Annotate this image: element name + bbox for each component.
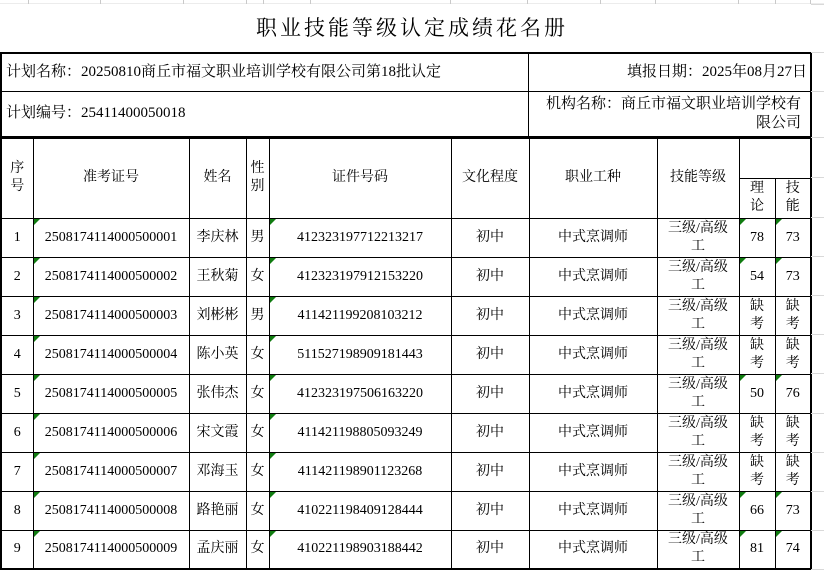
cell-skill: [775, 257, 811, 296]
cell-gender: [246, 257, 269, 296]
cell-occupation: [529, 374, 657, 413]
cell-value: 中式烹调师: [558, 541, 628, 557]
error-indicator-triangle: [270, 414, 276, 420]
cell-id-no: [269, 218, 451, 257]
cell-skill: [775, 296, 811, 335]
error-indicator-triangle: [34, 258, 40, 264]
cell-skill: [775, 452, 811, 491]
table-row: [1, 296, 811, 335]
gridline-segment: [811, 177, 824, 178]
cell-value: 73: [785, 502, 800, 518]
cell-value: 初中: [476, 268, 504, 284]
cell-value: 73: [785, 268, 800, 284]
cell-value: 412323197712213217: [297, 229, 423, 245]
cell-education: [451, 413, 529, 452]
gridline-segment: [811, 413, 824, 414]
error-indicator-triangle: [776, 375, 782, 381]
error-indicator-triangle: [34, 492, 40, 498]
cell-gender: [246, 530, 269, 569]
cell-exam-no: [33, 218, 189, 257]
cell-value: 女: [250, 463, 265, 479]
cell-education: [451, 491, 529, 530]
cell-education: [451, 335, 529, 374]
cell-value: 张伟杰: [196, 385, 239, 401]
cell-value: 三级/高级工: [668, 532, 728, 566]
cell-seq: [1, 452, 33, 491]
col-header-skill: 技能: [775, 178, 811, 218]
cell-value: 初中: [476, 346, 504, 362]
gridline-segment: [811, 52, 824, 53]
cell-value: 2508174114000500008: [44, 502, 178, 518]
plan-name-cell: 计划名称：20250810商丘市福文职业培训学校有限公司第18批认定: [1, 53, 528, 91]
cell-value: 三级/高级工: [668, 415, 728, 449]
cell-value: 陈小英: [196, 346, 239, 362]
error-indicator-triangle: [740, 375, 746, 381]
gridline-tick: [28, 0, 29, 4]
cell-gender: [246, 335, 269, 374]
col-header-theory: 理论: [739, 178, 775, 218]
cell-level: [657, 413, 739, 452]
cell-value: 511527198909181443: [297, 346, 423, 362]
gridline-segment: [811, 569, 824, 570]
cell-value: 三级/高级工: [668, 220, 728, 254]
cell-value: 2: [13, 268, 21, 284]
table-row: [1, 491, 811, 530]
gridline-tick: [450, 0, 451, 4]
gridline-segment: [811, 295, 824, 296]
cell-gender: [246, 218, 269, 257]
cell-value: 中式烹调师: [558, 346, 628, 362]
meta-row-plan: [1, 53, 811, 91]
error-indicator-triangle: [740, 219, 746, 225]
cell-exam-no: [33, 374, 189, 413]
cell-value: 女: [250, 346, 265, 362]
cell-level: [657, 335, 739, 374]
error-indicator-triangle: [270, 492, 276, 498]
cell-value: 三级/高级工: [668, 298, 728, 332]
gridline-tick: [100, 0, 101, 4]
table-row: [1, 335, 811, 374]
cell-theory: [739, 491, 775, 530]
meta-row-number: [1, 91, 811, 137]
cell-value: 7: [13, 463, 21, 479]
cell-value: 初中: [476, 502, 504, 518]
table-row: [1, 452, 811, 491]
error-indicator-triangle: [34, 336, 40, 342]
cell-value: 6: [13, 424, 21, 440]
error-indicator-triangle: [776, 258, 782, 264]
cell-value: 78: [750, 229, 764, 245]
cell-value: 中式烹调师: [558, 229, 628, 245]
cell-value: 初中: [476, 385, 504, 401]
cell-value: 宋文霞: [196, 424, 239, 440]
roster-header: [1, 138, 811, 218]
cell-value: 男: [250, 229, 265, 245]
gridline-segment: [811, 334, 824, 335]
gridline-segment: [811, 530, 824, 531]
cell-id-no: [269, 257, 451, 296]
cell-occupation: [529, 335, 657, 374]
cell-level: [657, 218, 739, 257]
error-indicator-triangle: [270, 375, 276, 381]
cell-value: 三级/高级工: [668, 259, 728, 293]
cell-value: 女: [250, 385, 265, 401]
cell-name: [189, 335, 246, 374]
cell-occupation: [529, 452, 657, 491]
error-indicator-triangle: [270, 531, 276, 537]
cell-name: [189, 374, 246, 413]
table-row: [1, 257, 811, 296]
cell-value: 9: [13, 541, 21, 557]
cell-theory: [739, 452, 775, 491]
cell-level: [657, 296, 739, 335]
error-indicator-triangle: [34, 375, 40, 381]
gridline-segment: [811, 137, 824, 138]
cell-value: 三级/高级工: [668, 493, 728, 527]
cell-level: [657, 530, 739, 569]
cell-value: 410221198903188442: [297, 541, 423, 557]
col-header-education: 文化程度: [451, 138, 529, 218]
gridline-tick: [183, 0, 184, 4]
cell-name: [189, 452, 246, 491]
cell-occupation: [529, 530, 657, 569]
cell-occupation: [529, 218, 657, 257]
cell-value: 81: [750, 541, 764, 557]
cell-value: 三级/高级工: [668, 376, 728, 410]
org-name-cell: 机构名称：商丘市福文职业培训学校有限公司: [528, 91, 811, 137]
cell-id-no: [269, 374, 451, 413]
gridline-segment: [811, 91, 824, 92]
cell-value: 女: [250, 268, 265, 284]
cell-value: 男: [250, 307, 265, 323]
cell-value: 76: [785, 385, 800, 401]
cell-seq: [1, 257, 33, 296]
cell-exam-no: [33, 530, 189, 569]
cell-gender: [246, 296, 269, 335]
table-row: [1, 413, 811, 452]
cell-value: 孟庆丽: [196, 541, 239, 557]
cell-seq: [1, 374, 33, 413]
error-indicator-triangle: [34, 414, 40, 420]
cell-theory: [739, 296, 775, 335]
gridline-segment: [811, 491, 824, 492]
cell-value: 缺考: [750, 298, 764, 332]
cell-education: [451, 374, 529, 413]
cell-occupation: [529, 491, 657, 530]
cell-name: [189, 296, 246, 335]
cell-value: 女: [250, 541, 265, 557]
cell-skill: [775, 491, 811, 530]
cell-value: 2508174114000500005: [44, 385, 178, 401]
cell-value: 缺考: [785, 298, 800, 332]
cell-skill: [775, 335, 811, 374]
cell-value: 中式烹调师: [558, 502, 628, 518]
cell-value: 74: [785, 541, 800, 557]
cell-level: [657, 452, 739, 491]
cell-seq: [1, 491, 33, 530]
gridline-tick: [738, 0, 739, 4]
cell-value: 初中: [476, 307, 504, 323]
cell-education: [451, 218, 529, 257]
meta-table: [0, 52, 812, 138]
cell-seq: [1, 218, 33, 257]
error-indicator-triangle: [740, 258, 746, 264]
cell-value: 412323197912153220: [297, 268, 423, 284]
cell-value: 缺考: [750, 415, 764, 449]
cell-value: 2508174114000500002: [44, 268, 178, 284]
table-row: [1, 218, 811, 257]
cell-value: 66: [750, 502, 764, 518]
cell-seq: [1, 335, 33, 374]
cell-value: 411421198805093249: [297, 424, 423, 440]
cell-value: 中式烹调师: [558, 268, 628, 284]
cell-value: 中式烹调师: [558, 307, 628, 323]
cell-skill: [775, 218, 811, 257]
cell-level: [657, 491, 739, 530]
col-header-seq: 序号: [1, 138, 33, 218]
cell-value: 缺考: [785, 337, 800, 371]
page-title: 职业技能等级认定成绩花名册: [256, 16, 568, 40]
cell-value: 50: [750, 385, 764, 401]
cell-exam-no: [33, 257, 189, 296]
cell-exam-no: [33, 335, 189, 374]
cell-seq: [1, 413, 33, 452]
cell-theory: [739, 218, 775, 257]
roster-body: [1, 218, 811, 569]
gridline-segment: [811, 217, 824, 218]
cell-value: 73: [785, 229, 800, 245]
error-indicator-triangle: [740, 492, 746, 498]
plan-number-cell: 计划编号：25411400050018: [1, 91, 528, 137]
cell-value: 三级/高级工: [668, 337, 728, 371]
gridline-tick: [527, 0, 528, 4]
cell-occupation: [529, 296, 657, 335]
cell-value: 2508174114000500001: [44, 229, 178, 245]
cell-value: 411421199208103212: [297, 307, 423, 323]
gridline-tick: [246, 0, 247, 4]
cell-exam-no: [33, 413, 189, 452]
cell-value: 缺考: [750, 454, 764, 488]
cell-value: 4: [13, 346, 21, 362]
cell-value: 2508174114000500003: [44, 307, 178, 323]
cell-level: [657, 374, 739, 413]
cell-value: 8: [13, 502, 21, 518]
error-indicator-triangle: [270, 453, 276, 459]
cell-value: 2508174114000500006: [44, 424, 178, 440]
cell-id-no: [269, 530, 451, 569]
score-group-header-empty: [739, 138, 811, 178]
cell-education: [451, 296, 529, 335]
cell-value: 5: [13, 385, 21, 401]
error-indicator-triangle: [776, 219, 782, 225]
cell-name: [189, 413, 246, 452]
cell-value: 2508174114000500007: [44, 463, 178, 479]
cell-value: 410221198409128444: [297, 502, 423, 518]
cell-name: [189, 218, 246, 257]
gridline-tick: [655, 0, 656, 4]
cell-value: 初中: [476, 424, 504, 440]
cell-value: 女: [250, 424, 265, 440]
cell-value: 缺考: [750, 337, 764, 371]
error-indicator-triangle: [776, 531, 782, 537]
cell-occupation: [529, 413, 657, 452]
cell-exam-no: [33, 296, 189, 335]
cell-gender: [246, 491, 269, 530]
cell-seq: [1, 296, 33, 335]
cell-value: 李庆林: [196, 229, 239, 245]
cell-seq: [1, 530, 33, 569]
cell-id-no: [269, 491, 451, 530]
cell-theory: [739, 374, 775, 413]
roster-table: [0, 137, 812, 570]
table-row: [1, 374, 811, 413]
cell-value: 3: [13, 307, 21, 323]
cell-value: 初中: [476, 229, 504, 245]
cell-occupation: [529, 257, 657, 296]
cell-value: 初中: [476, 541, 504, 557]
gridline-tick: [263, 0, 264, 4]
error-indicator-triangle: [270, 336, 276, 342]
cell-gender: [246, 452, 269, 491]
cell-theory: [739, 413, 775, 452]
cell-value: 缺考: [785, 454, 800, 488]
error-indicator-triangle: [776, 492, 782, 498]
cell-skill: [775, 374, 811, 413]
cell-value: 中式烹调师: [558, 385, 628, 401]
cell-value: 412323197506163220: [297, 385, 423, 401]
col-header-gender: 性别: [246, 138, 269, 218]
cell-value: 三级/高级工: [668, 454, 728, 488]
col-header-id-no: 证件号码: [269, 138, 451, 218]
cell-id-no: [269, 296, 451, 335]
gridline-tick: [775, 0, 776, 4]
gridline-tick: [600, 0, 601, 4]
cell-value: 中式烹调师: [558, 463, 628, 479]
gridline-segment: [811, 4, 824, 5]
error-indicator-triangle: [270, 297, 276, 303]
cell-name: [189, 491, 246, 530]
cell-name: [189, 530, 246, 569]
cell-value: 2508174114000500009: [44, 541, 178, 557]
cell-value: 初中: [476, 463, 504, 479]
cell-theory: [739, 257, 775, 296]
cell-value: 2508174114000500004: [44, 346, 178, 362]
cell-value: 王秋菊: [196, 268, 239, 284]
cell-value: 411421198901123268: [297, 463, 423, 479]
cell-value: 女: [250, 502, 265, 518]
cell-value: 中式烹调师: [558, 424, 628, 440]
error-indicator-triangle: [34, 453, 40, 459]
table-row: [1, 530, 811, 569]
cell-value: 路艳丽: [196, 502, 239, 518]
cell-value: 邓海玉: [196, 463, 239, 479]
report-date-cell: 填报日期：2025年08月27日: [528, 53, 811, 91]
cell-theory: [739, 530, 775, 569]
error-indicator-triangle: [34, 531, 40, 537]
col-header-level: 技能等级: [657, 138, 739, 218]
error-indicator-triangle: [270, 258, 276, 264]
cell-skill: [775, 413, 811, 452]
spreadsheet-top-gridline-strip: [0, 0, 824, 4]
cell-education: [451, 257, 529, 296]
cell-skill: [775, 530, 811, 569]
gridline-segment: [811, 452, 824, 453]
cell-id-no: [269, 413, 451, 452]
cell-education: [451, 452, 529, 491]
cell-exam-no: [33, 452, 189, 491]
gridline-segment: [811, 256, 824, 257]
cell-id-no: [269, 452, 451, 491]
cell-value: 54: [750, 268, 764, 284]
error-indicator-triangle: [270, 219, 276, 225]
cell-value: 刘彬彬: [196, 307, 239, 323]
cell-level: [657, 257, 739, 296]
cell-education: [451, 530, 529, 569]
cell-gender: [246, 374, 269, 413]
gridline-tick: [310, 0, 311, 4]
error-indicator-triangle: [740, 531, 746, 537]
cell-gender: [246, 413, 269, 452]
cell-value: 1: [13, 229, 21, 245]
cell-value: 缺考: [785, 415, 800, 449]
error-indicator-triangle: [34, 297, 40, 303]
cell-id-no: [269, 335, 451, 374]
col-header-occupation: 职业工种: [529, 138, 657, 218]
cell-exam-no: [33, 491, 189, 530]
col-header-exam-no: 准考证号: [33, 138, 189, 218]
error-indicator-triangle: [34, 219, 40, 225]
col-header-name: 姓名: [189, 138, 246, 218]
cell-theory: [739, 335, 775, 374]
gridline-segment: [811, 373, 824, 374]
cell-name: [189, 257, 246, 296]
